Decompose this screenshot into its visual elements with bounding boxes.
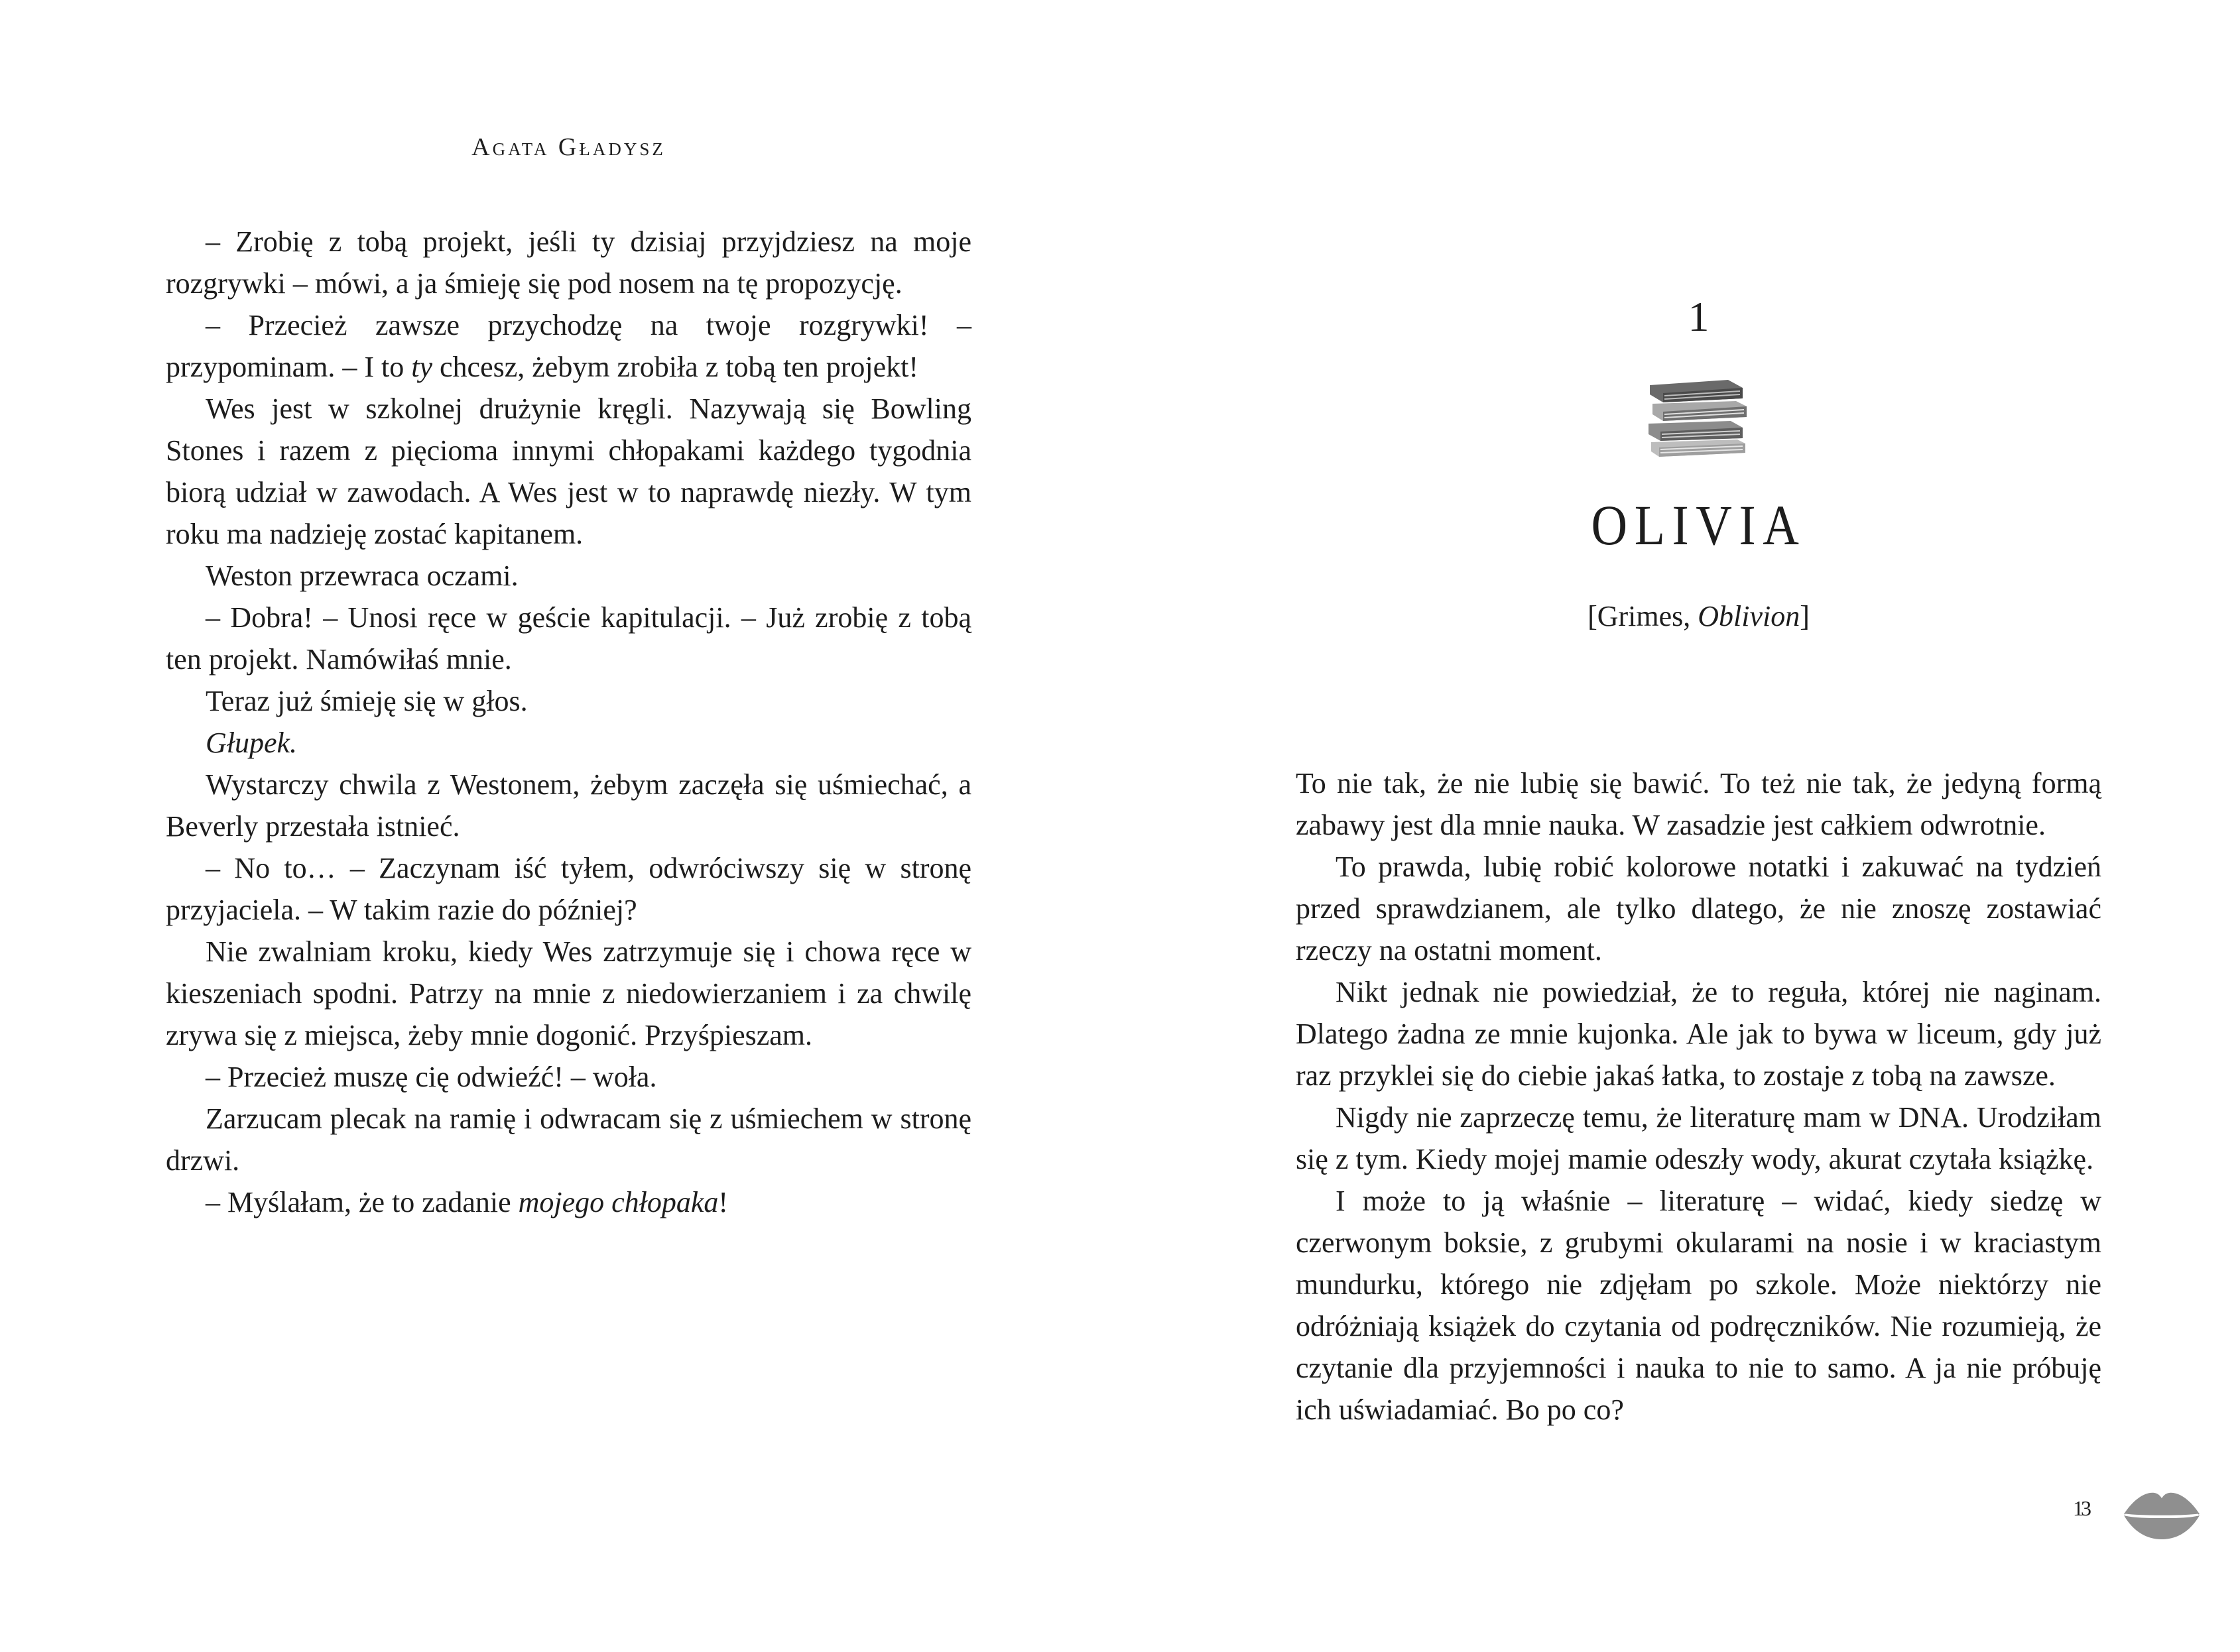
paragraph: Wes jest w szkolnej drużynie kręgli. Nazywają się Bowling Stones i razem z pięcioma innymi chłopakami każdego tygodnia biorą udział w zawodach. A Wes jest w to naprawdę niezły. W tym roku ma nadzieję zostać kapitanem. [166, 392, 971, 550]
paragraph: – Przecież muszę cię odwieźć! – woła. [206, 1061, 657, 1093]
epigraph [1296, 598, 2101, 635]
right-page [1120, 0, 2240, 1652]
epigraph-artist: [Grimes, [1587, 600, 1698, 632]
paragraph: – No to… – Zaczynam iść tyłem, odwróciwszy się w stronę przyjaciela. – W takim razie do później? [166, 852, 971, 926]
paragraph: Nie zwalniam kroku, kiedy Wes zatrzymuje się i chowa ręce w kieszeniach spodni. Patrzy na mnie z niedowierzaniem i za chwilę zrywa się z miejsca, żeby mnie dogonić. Przyśpieszam. [166, 935, 971, 1051]
paragraph: – Przecież zawsze przychodzę na twoje rozgrywki! – przypominam. – I to ty chcesz, żebym zrobiła z tobą ten projekt! [166, 309, 971, 383]
left-body-text [166, 221, 971, 1223]
paragraph: Głupek. [206, 727, 298, 759]
paragraph: To nie tak, że nie lubię się bawić. To też nie tak, że jedyną formą zabawy jest dla mnie nauka. W zasadzie jest całkiem odwrotnie. [1296, 767, 2101, 841]
paragraph: – Myślałam, że to zadanie mojego chłopaka! [206, 1186, 729, 1218]
paragraph: Wystarczy chwila z Westonem, żebym zaczęła się uśmiechać, a Beverly przestała istnieć. [166, 768, 971, 843]
running-head-author: Agata Gładysz [471, 133, 666, 161]
epigraph-close: ] [1800, 600, 1810, 632]
paragraph: – Zrobię z tobą projekt, jeśli ty dzisiaj przyjdziesz na moje rozgrywki – mówi, a ja śmieję się pod nosem na tę propozycję. [166, 225, 971, 300]
right-body-text [1296, 762, 2101, 1431]
paragraph: Nikt jednak nie powiedział, że to reguła, której nie naginam. Dlatego żadna ze mnie kujonka. Ale jak to bywa w liceum, gdy już raz przyklei się do ciebie jakaś łatka, to zostaje z tobą na zawsze. [1296, 976, 2101, 1092]
paragraph: To prawda, lubię robić kolorowe notatki i zakuwać na tydzień przed sprawdzianem, ale tylko dlatego, że nie znoszę zostawiać rzeczy na ostatni moment. [1296, 851, 2101, 967]
paragraph: – Dobra! – Unosi ręce w geście kapitulacji. – Już zrobię z tobą ten projekt. Namówiłaś mnie. [166, 601, 971, 676]
page-number: 13 [2073, 1496, 2089, 1520]
paragraph: Teraz już śmieję się w głos. [206, 685, 528, 717]
lips-icon [2121, 1485, 2202, 1543]
chapter-title: OLIVIA [1591, 493, 1806, 557]
stack-of-books-icon [1646, 375, 1751, 462]
paragraph: Zarzucam plecak na ramię i odwracam się z uśmiechem w stronę drzwi. [166, 1102, 971, 1177]
paragraph: I może to ją właśnie – literaturę – widać, kiedy siedzę w czerwonym boksie, z grubymi okularami na nosie i w kraciastym mundurku, którego nie zdjęłam po szkole. Może niektórzy nie odróżniają książek do czytania od podręczników. Nie rozumieją, że czytanie dla przyjemności i nauka to nie to samo. A ja nie próbuję ich uświadamiać. Bo po co? [1296, 1185, 2101, 1426]
epigraph-title: Oblivion [1698, 600, 1800, 632]
paragraph: Weston przewraca oczami. [206, 560, 519, 592]
chapter-number: 1 [1688, 293, 1710, 340]
paragraph: Nigdy nie zaprzeczę temu, że literaturę mam w DNA. Urodziłam się z tym. Kiedy mojej mamie odeszły wody, akurat czytała książkę. [1296, 1101, 2101, 1175]
